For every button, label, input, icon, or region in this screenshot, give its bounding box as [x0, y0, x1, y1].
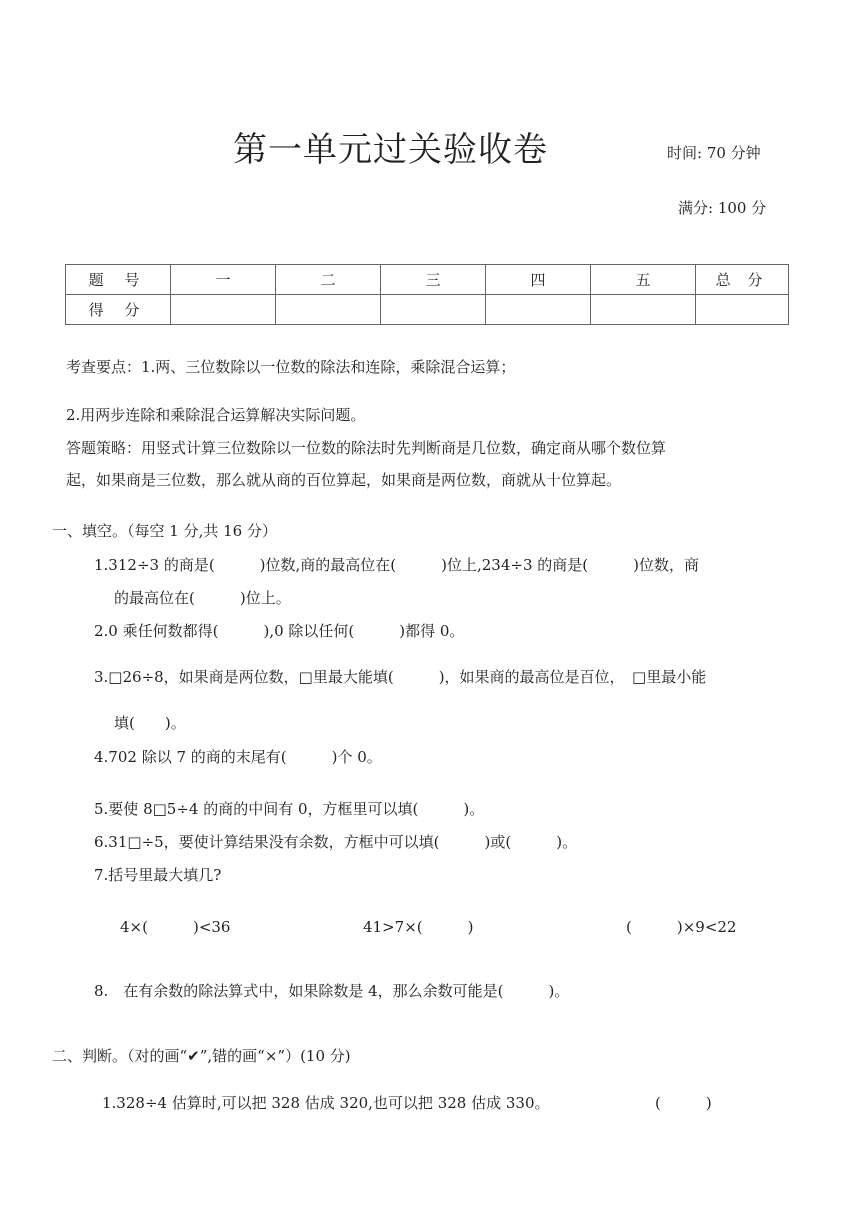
score-table-total: 总 分: [696, 265, 789, 295]
question-1-7-c: ( )×9<22: [626, 918, 737, 936]
score-table-col-3: 三: [381, 265, 486, 295]
score-row-label: 得 分: [66, 295, 171, 325]
score-table-col-1: 一: [171, 265, 276, 295]
score-cell-3[interactable]: [381, 295, 486, 325]
score-table-label: 题 号: [66, 265, 171, 295]
page-title: 第一单元过关验收卷: [233, 130, 548, 170]
question-1-7-b: 41>7×( ): [363, 918, 474, 936]
strategy-line-2: 起，如果商是三位数，那么就从商的百位算起，如果商是两位数，商就从十位算起。: [66, 471, 622, 489]
question-1-7-a: 4×( )<36: [120, 918, 231, 936]
full-score: 满分: 100 分: [678, 199, 767, 217]
score-cell-2[interactable]: [276, 295, 381, 325]
question-2-1-answer-blank[interactable]: ( ): [655, 1094, 712, 1112]
question-1-8: 8. 在有余数的除法算式中，如果除数是 4，那么余数可能是( )。: [94, 982, 570, 1000]
question-1-4: 4.702 除以 7 的商的末尾有( )个 0。: [94, 748, 382, 766]
score-cell-total[interactable]: [696, 295, 789, 325]
question-1-1-line-1: 1.312÷3 的商是( )位数,商的最高位在( )位上,234÷3 的商是( )位数，商: [94, 556, 699, 574]
exam-points-2: 2.用两步连除和乘除混合运算解决实际问题。: [66, 406, 366, 424]
strategy-line-1: 答题策略：用竖式计算三位数除以一位数的除法时先判断商是几位数，确定商从哪个数位算: [66, 439, 667, 457]
section-1-heading: 一、填空。（每空 1 分,共 16 分）: [52, 522, 277, 540]
score-table-col-2: 二: [276, 265, 381, 295]
question-1-3-line-2: 填( )。: [114, 714, 186, 732]
question-1-5: 5.要使 8□5÷4 的商的中间有 0，方框里可以填( )。: [94, 800, 485, 818]
section-2-heading: 二、判断。（对的画“✔”,错的画“×”）(10 分): [52, 1047, 351, 1065]
question-2-1: 1.328÷4 估算时,可以把 328 估成 320,也可以把 328 估成 330。: [102, 1094, 550, 1112]
score-table-score-row: [66, 295, 789, 325]
score-table-col-5: 五: [591, 265, 696, 295]
score-cell-4[interactable]: [486, 295, 591, 325]
score-table-header-row: [66, 265, 789, 295]
score-cell-5[interactable]: [591, 295, 696, 325]
score-cell-1[interactable]: [171, 295, 276, 325]
exam-points-1: 考查要点：1.两、三位数除以一位数的除法和连除，乘除混合运算；: [66, 358, 516, 376]
question-1-6: 6.31□÷5，要使计算结果没有余数，方框中可以填( )或( )。: [94, 833, 578, 851]
score-table-col-4: 四: [486, 265, 591, 295]
question-1-2: 2.0 乘任何数都得( ),0 除以任何( )都得 0。: [94, 622, 465, 640]
score-table: [65, 264, 789, 325]
question-1-1-line-2: 的最高位在( )位上。: [114, 589, 291, 607]
exam-time: 时间: 70 分钟: [667, 144, 761, 162]
question-1-3-line-1: 3.□26÷8，如果商是两位数，□里最大能填( )，如果商的最高位是百位， □里最小能: [94, 668, 707, 686]
question-1-7: 7.括号里最大填几?: [94, 866, 222, 884]
